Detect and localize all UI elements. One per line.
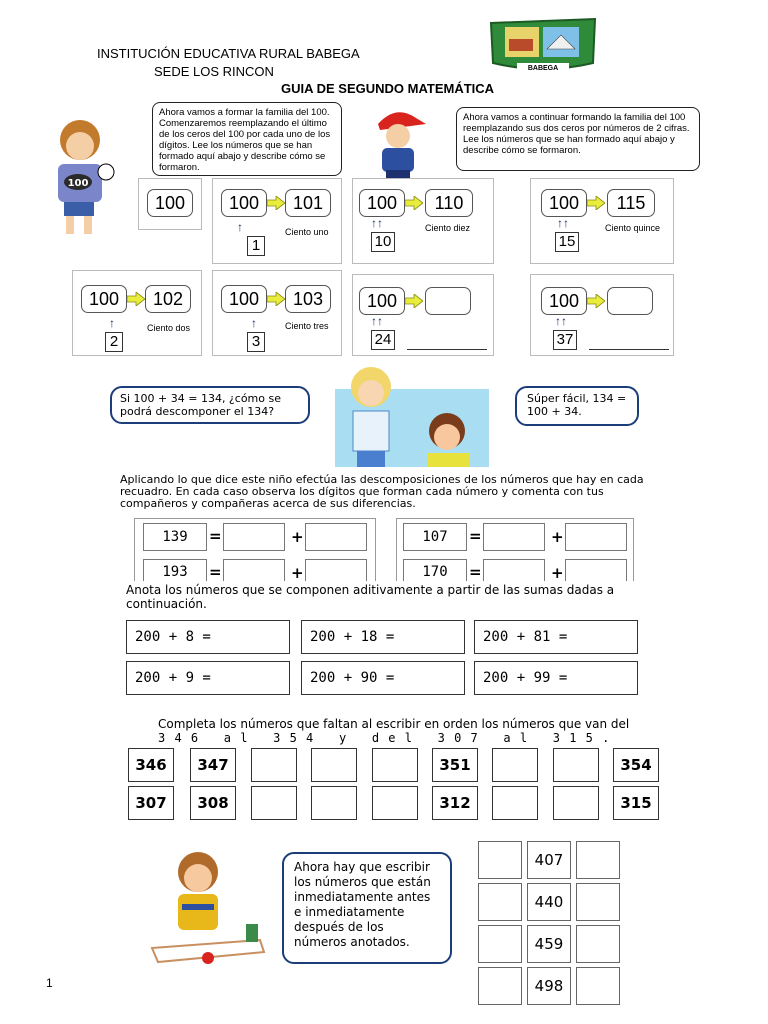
equals-sign: =	[469, 563, 482, 581]
sum-box[interactable]: 200 + 81 =	[474, 620, 638, 654]
before-input[interactable]	[478, 883, 522, 921]
number-box-base: 100	[541, 287, 587, 315]
card-base-100	[138, 178, 202, 230]
before-input[interactable]	[478, 925, 522, 963]
answer-input-box[interactable]	[607, 287, 653, 315]
answer-cell[interactable]	[565, 559, 627, 581]
sequence-instruction: Completa los números que faltan al escribir en orden los números que van del	[158, 717, 630, 731]
card-115	[530, 178, 674, 264]
card-110	[352, 178, 494, 264]
right-arrow-icon	[587, 294, 605, 308]
number-box-result: 110	[425, 189, 473, 217]
sequence-range: 3 4 6 a l 3 5 4 y d e l 3 0 7 a l 3 1 5 .	[158, 731, 611, 745]
answer-cell[interactable]	[565, 523, 627, 551]
answer-cell[interactable]	[305, 523, 367, 551]
equals-sign: =	[209, 527, 222, 545]
number-box-result: 115	[607, 189, 655, 217]
after-input[interactable]	[576, 883, 620, 921]
sequence-input[interactable]	[311, 748, 357, 782]
boy-with-cap-illustration	[370, 102, 432, 180]
sequence-box: 354	[613, 748, 659, 782]
card-103	[212, 270, 342, 356]
decomposition-instruction: Aplicando lo que dice este niño efectúa las descomposiciones de los números que hay en cada recuadro. En cada caso observa los dígitos que forman cada número y comenta con tus compañeros y compañeras acerca de sus diferencias.	[120, 473, 644, 510]
card-24	[352, 274, 494, 356]
sequence-box: 308	[190, 786, 236, 820]
sequence-box: 315	[613, 786, 659, 820]
plus-sign: +	[551, 564, 564, 582]
two-children-illustration	[335, 365, 489, 467]
equals-sign: =	[469, 527, 482, 545]
sequence-input[interactable]	[251, 786, 297, 820]
after-input[interactable]	[576, 841, 620, 879]
digit-box: 10	[371, 232, 395, 252]
number-cell: 170	[403, 559, 467, 581]
plus-sign: +	[291, 528, 304, 546]
sequence-input[interactable]	[372, 748, 418, 782]
number-box-base: 100	[81, 285, 127, 313]
number-caption: Ciento uno	[285, 227, 329, 237]
campus-name: SEDE LOS RINCON	[154, 64, 274, 79]
page-number: 1	[46, 976, 53, 990]
question-bubble: Si 100 + 34 = 134, ¿cómo se podrá descomponer el 134?	[110, 386, 310, 424]
given-number: 440	[527, 883, 571, 921]
card-102	[72, 270, 202, 356]
instruction-bubble: Ahora hay que escribir los números que están inmediatamente antes e inmediatamente después de los números anotados.	[282, 852, 452, 964]
number-box-result: 103	[285, 285, 331, 313]
right-arrow-icon	[127, 292, 145, 306]
sequence-input[interactable]	[553, 786, 599, 820]
answer-cell[interactable]	[223, 523, 285, 551]
school-logo	[487, 15, 599, 75]
right-arrow-icon	[267, 196, 285, 210]
up-arrow-icon: ↑	[109, 316, 115, 330]
right-arrow-icon	[267, 292, 285, 306]
answer-cell[interactable]	[223, 559, 285, 581]
shirt-number: 100	[67, 178, 89, 189]
answer-bubble: Súper fácil, 134 = 100 + 34.	[515, 386, 639, 426]
sequence-input[interactable]	[492, 748, 538, 782]
speech-bubble-right: Ahora vamos a continuar formando la familia del 100 reemplazando sus dos ceros por números de 2 cifras. Lee los números que se han formado aquí abajo y describe cómo se formaron.	[456, 107, 700, 171]
sum-box[interactable]: 200 + 99 =	[474, 661, 638, 695]
after-input[interactable]	[576, 925, 620, 963]
sequence-box: 347	[190, 748, 236, 782]
answer-line[interactable]	[589, 349, 669, 350]
number-caption: Ciento tres	[285, 321, 329, 331]
double-up-arrow-icon: ↑↑	[371, 314, 383, 328]
right-arrow-icon	[405, 294, 423, 308]
number-caption: Ciento dos	[147, 323, 191, 333]
sums-instruction: Anota los números que se componen aditivamente a partir de las sumas dadas a continuación.	[126, 583, 615, 611]
sequence-input[interactable]	[492, 786, 538, 820]
number-box-result: 101	[285, 189, 331, 217]
double-up-arrow-icon: ↑↑	[557, 216, 569, 230]
up-arrow-icon: ↑	[237, 220, 243, 234]
number-box-base: 100	[221, 189, 267, 217]
number-caption: Ciento diez	[425, 223, 471, 233]
right-arrow-icon	[587, 196, 605, 210]
before-input[interactable]	[478, 967, 522, 1005]
number-box-base: 100	[359, 189, 405, 217]
digit-box: 37	[553, 330, 577, 350]
given-number: 459	[527, 925, 571, 963]
number-cell: 139	[143, 523, 207, 551]
plus-sign: +	[291, 564, 304, 582]
digit-box: 15	[555, 232, 579, 252]
right-arrow-icon	[405, 196, 423, 210]
answer-cell[interactable]	[483, 523, 545, 551]
sequence-input[interactable]	[311, 786, 357, 820]
sequence-input[interactable]	[372, 786, 418, 820]
double-up-arrow-icon: ↑↑	[371, 216, 383, 230]
sequence-box: 307	[128, 786, 174, 820]
answer-line[interactable]	[407, 349, 487, 350]
digit-box: 2	[105, 332, 123, 352]
sequence-box: 346	[128, 748, 174, 782]
sequence-input[interactable]	[251, 748, 297, 782]
given-number: 498	[527, 967, 571, 1005]
plus-sign: +	[551, 528, 564, 546]
sequence-box: 312	[432, 786, 478, 820]
speech-bubble-left: Ahora vamos a formar la familia del 100. Comenzaremos reemplazando el último de los ceros del 100 por cada uno de los dígitos. Lee los números que se han formado aquí abajo y describe cómo se formaron.	[152, 102, 342, 176]
sequence-input[interactable]	[553, 748, 599, 782]
number-box: 100	[147, 189, 193, 217]
equals-sign: =	[209, 563, 222, 581]
digit-box: 3	[247, 332, 265, 352]
sum-box[interactable]: 200 + 90 =	[301, 661, 465, 695]
decomposition-table-right	[396, 518, 634, 581]
answer-cell[interactable]	[305, 559, 367, 581]
sum-box[interactable]: 200 + 18 =	[301, 620, 465, 654]
number-cell: 107	[403, 523, 467, 551]
number-cell: 193	[143, 559, 207, 581]
sequence-box: 351	[432, 748, 478, 782]
digit-box: 1	[247, 236, 265, 256]
logo-text: BABEGA	[527, 65, 559, 72]
up-arrow-icon: ↑	[251, 316, 257, 330]
number-box-base: 100	[221, 285, 267, 313]
answer-cell[interactable]	[483, 559, 545, 581]
sum-box[interactable]: 200 + 8 =	[126, 620, 290, 654]
number-caption: Ciento quince	[605, 223, 661, 233]
sum-box[interactable]: 200 + 9 =	[126, 661, 290, 695]
digit-box: 24	[371, 330, 395, 350]
given-number: 407	[527, 841, 571, 879]
card-101	[212, 178, 342, 264]
before-input[interactable]	[478, 841, 522, 879]
school-name: INSTITUCIÓN EDUCATIVA RURAL BABEGA	[97, 46, 360, 61]
card-37	[530, 274, 674, 356]
answer-input-box[interactable]	[425, 287, 471, 315]
page-title: GUIA DE SEGUNDO MATEMÁTICA	[281, 81, 495, 96]
number-box-result: 102	[145, 285, 191, 313]
boy-with-100-shirt-illustration	[44, 112, 118, 242]
decomposition-table-left	[134, 518, 376, 581]
number-box-base: 100	[359, 287, 405, 315]
double-up-arrow-icon: ↑↑	[555, 314, 567, 328]
boy-writing-illustration	[148, 848, 266, 968]
after-input[interactable]	[576, 967, 620, 1005]
number-box-base: 100	[541, 189, 587, 217]
